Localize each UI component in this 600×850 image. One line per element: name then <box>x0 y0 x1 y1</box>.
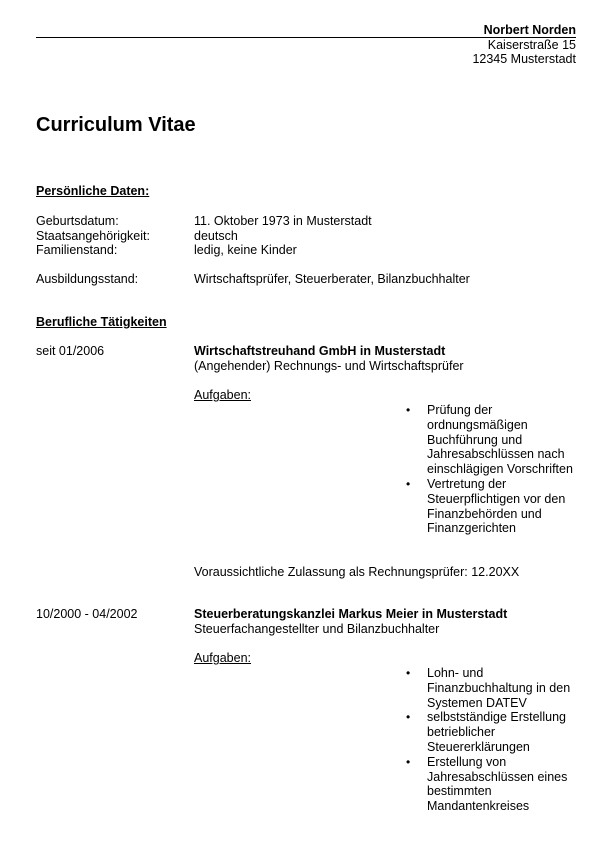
list-item <box>404 710 580 754</box>
job-period: seit 01/2006 <box>36 344 105 358</box>
job-position: (Angehender) Rechnungs- und Wirtschaftsprüfer <box>194 359 464 373</box>
bullet-icon: • <box>406 666 411 680</box>
task-text: Prüfung der ordnungsmäßigen Buchführung und Jahresabschlüssen nach einschlägigen Vorschriften <box>427 403 573 477</box>
section-heading-career: Berufliche Tätigkeiten <box>36 315 167 329</box>
value-education: Wirtschaftsprüfer, Steuerberater, Bilanzbuchhalter <box>194 272 470 286</box>
task-text: Lohn- und Finanzbuchhaltung in den Systemen DATEV <box>427 666 571 710</box>
task-text: Erstellung von Jahresabschlüssen eines bestimmten Mandantenkreises <box>427 754 568 814</box>
bullet-icon: • <box>406 710 411 725</box>
author-street: Kaiserstraße 15 <box>487 38 576 52</box>
value-marital-status: ledig, keine Kinder <box>194 243 297 257</box>
task-text: Vertretung der Steuerpflichtigen vor den Finanzbehörden und Finanzgerichten <box>427 476 566 536</box>
tasks-label: Aufgaben: <box>194 388 251 402</box>
author-city: 12345 Musterstadt <box>472 52 576 66</box>
label-marital-status: Familienstand: <box>36 243 118 257</box>
job-position: Steuerfachangestellter und Bilanzbuchhalter <box>194 622 440 636</box>
job-note: Voraussichtliche Zulassung als Rechnungsprüfer: 12.20XX <box>194 565 520 579</box>
label-birthdate: Geburtsdatum: <box>36 214 119 228</box>
list-item <box>404 666 580 710</box>
value-nationality: deutsch <box>194 229 238 243</box>
bullet-icon: • <box>406 754 411 769</box>
label-nationality: Staatsangehörigkeit: <box>36 229 150 243</box>
task-text: selbstständige Erstellung betrieblicher Steuererklärungen <box>427 710 566 754</box>
job-employer: Steuerberatungskanzlei Markus Meier in Musterstadt <box>194 607 508 621</box>
list-item <box>404 755 580 814</box>
task-list <box>404 403 580 536</box>
value-birthdate: 11. Oktober 1973 in Musterstadt <box>194 214 372 228</box>
list-item <box>404 477 580 536</box>
list-item <box>404 403 580 477</box>
page-title: Curriculum Vitae <box>36 114 196 136</box>
bullet-icon: • <box>406 476 411 491</box>
job-employer: Wirtschaftstreuhand GmbH in Musterstadt <box>194 344 446 358</box>
tasks-label: Aufgaben: <box>194 651 251 665</box>
bullet-icon: • <box>406 403 411 417</box>
label-education: Ausbildungsstand: <box>36 272 139 286</box>
section-heading-personal: Persönliche Daten: <box>36 184 150 198</box>
job-period: 10/2000 - 04/2002 <box>36 607 138 621</box>
author-name: Norbert Norden <box>483 23 576 37</box>
task-list <box>404 666 580 814</box>
